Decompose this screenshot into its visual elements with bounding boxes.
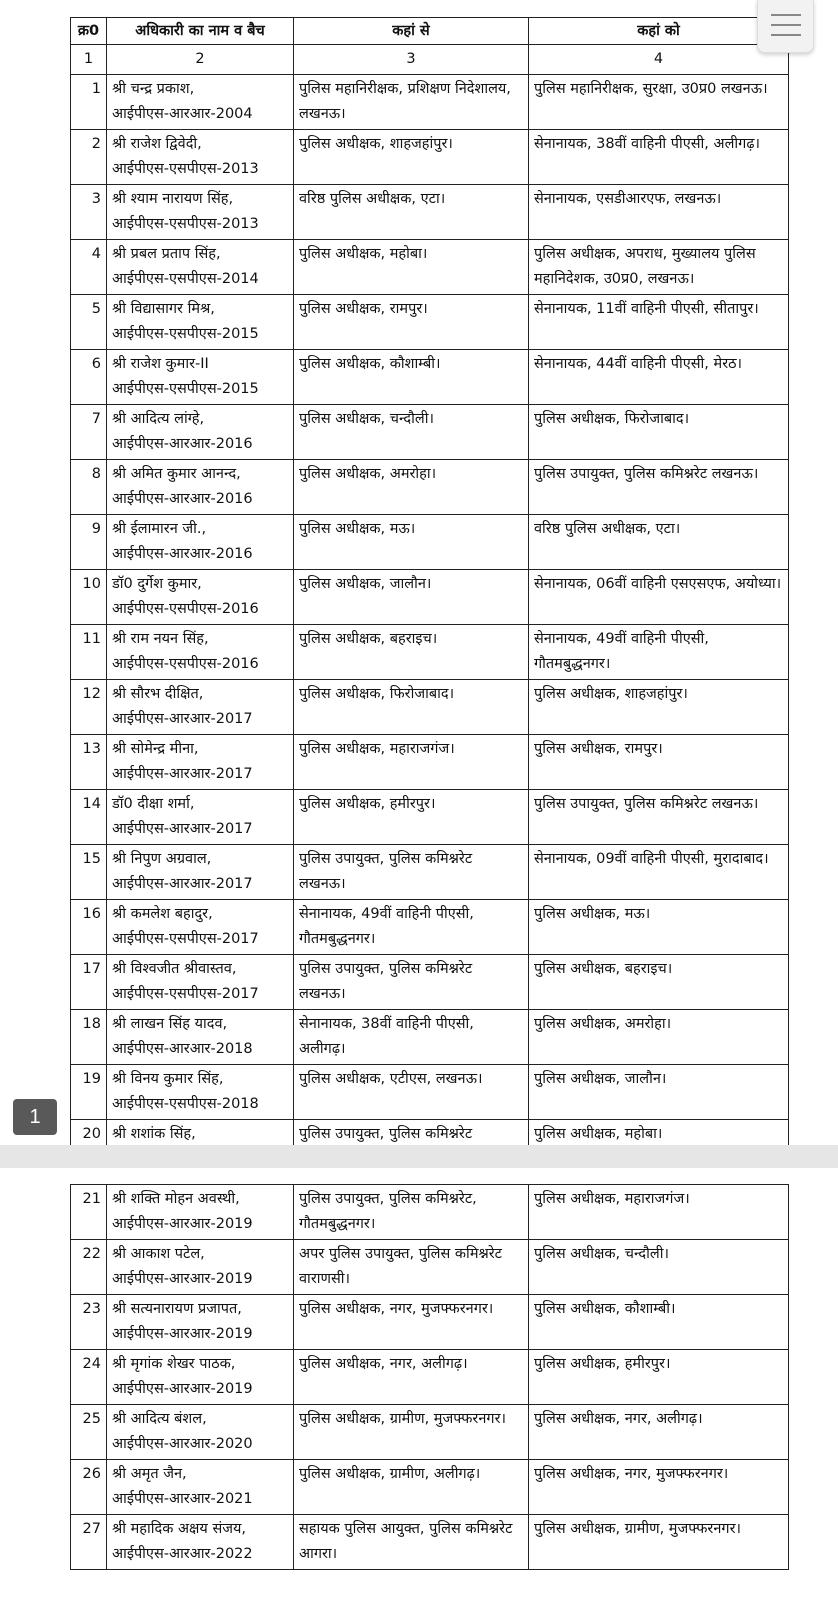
officer-name-batch-cell	[107, 1460, 294, 1515]
serial-number: 21	[71, 1185, 107, 1240]
officer-name: श्री आकाश पटेल,	[112, 1246, 205, 1262]
officer-name: श्री मृगांक शेखर पाठक,	[112, 1356, 236, 1372]
from-posting: पुलिस अधीक्षक, नगर, अलीगढ़।	[294, 1350, 529, 1405]
table-row	[71, 515, 789, 570]
serial-number: 2	[71, 130, 107, 185]
table-row	[71, 295, 789, 350]
table-row	[71, 460, 789, 515]
officer-name-batch-cell	[107, 185, 294, 240]
table-row	[71, 75, 789, 130]
to-posting: पुलिस अधीक्षक, ग्रामीण, मुजफ्फरनगर।	[529, 1515, 789, 1570]
from-posting: पुलिस अधीक्षक, बहराइच।	[294, 625, 529, 680]
table-row	[71, 405, 789, 460]
page-separator	[0, 1145, 838, 1168]
column-number-row	[71, 45, 789, 75]
header-officer-name-batch: अधिकारी का नाम व बैच	[107, 18, 294, 45]
from-posting: सेनानायक, 49वीं वाहिनी पीएसी, गौतमबुद्धनगर।	[294, 900, 529, 955]
officer-batch: आईपीएस-आरआर-2017	[112, 766, 253, 782]
from-posting: पुलिस अधीक्षक, महोबा।	[294, 240, 529, 295]
serial-number: 11	[71, 625, 107, 680]
officer-batch: आईपीएस-एसपीएस-2015	[112, 326, 259, 342]
officer-name-batch-cell	[107, 570, 294, 625]
officer-name: श्री विनय कुमार सिंह,	[112, 1071, 224, 1087]
to-posting: पुलिस अधीक्षक, हमीरपुर।	[529, 1350, 789, 1405]
officer-batch: आईपीएस-एसपीएस-2018	[112, 1096, 259, 1112]
officer-name: श्री ईलामारन जी.,	[112, 521, 207, 537]
officer-batch: आईपीएस-एसपीएस-2016	[112, 656, 259, 672]
officer-name: श्री प्रबल प्रताप सिंह,	[112, 246, 221, 262]
officer-name-batch-cell	[107, 1405, 294, 1460]
officer-batch: आईपीएस-एसपीएस-2017	[112, 931, 259, 947]
to-posting: सेनानायक, 49वीं वाहिनी पीएसी, गौतमबुद्धनगर।	[529, 625, 789, 680]
to-posting: पुलिस महानिरीक्षक, सुरक्षा, उ0प्र0 लखनऊ।	[529, 75, 789, 130]
officer-name-batch-cell	[107, 1240, 294, 1295]
serial-number: 17	[71, 955, 107, 1010]
officer-name: श्री सत्यनारायण प्रजापत,	[112, 1301, 242, 1317]
table-row	[71, 735, 789, 790]
table-row	[71, 350, 789, 405]
serial-number: 18	[71, 1010, 107, 1065]
transfer-table-page-1	[70, 17, 789, 1248]
table-row	[71, 1185, 789, 1240]
officer-name-batch-cell	[107, 240, 294, 295]
table-row	[71, 900, 789, 955]
to-posting: सेनानायक, 06वीं वाहिनी एसएसएफ, अयोध्या।	[529, 570, 789, 625]
serial-number: 4	[71, 240, 107, 295]
officer-name-batch-cell	[107, 955, 294, 1010]
officer-name-batch-cell	[107, 1065, 294, 1120]
table-row	[71, 570, 789, 625]
from-posting: पुलिस अधीक्षक, हमीरपुर।	[294, 790, 529, 845]
serial-number: 8	[71, 460, 107, 515]
officer-name: श्री राम नयन सिंह,	[112, 631, 209, 647]
officer-name: श्री निपुण अग्रवाल,	[112, 851, 212, 867]
table-row	[71, 1010, 789, 1065]
table-row	[71, 1240, 789, 1295]
serial-number: 10	[71, 570, 107, 625]
serial-number: 16	[71, 900, 107, 955]
officer-name: श्री श्याम नारायण सिंह,	[112, 191, 234, 207]
document-page-2	[0, 1168, 838, 1599]
officer-name-batch-cell	[107, 295, 294, 350]
serial-number: 12	[71, 680, 107, 735]
table-row	[71, 130, 789, 185]
officer-name: डॉ0 दीक्षा शर्मा,	[112, 796, 195, 812]
to-posting: पुलिस उपायुक्त, पुलिस कमिश्नरेट लखनऊ।	[529, 460, 789, 515]
table-row	[71, 240, 789, 295]
from-posting: पुलिस उपायुक्त, पुलिस कमिश्नरेट, गौतमबुद्धनगर।	[294, 1185, 529, 1240]
header-from: कहां से	[294, 18, 529, 45]
to-posting: पुलिस अधीक्षक, फिरोजाबाद।	[529, 405, 789, 460]
officer-batch: आईपीएस-आरआर-2019	[112, 1216, 253, 1232]
officer-name: श्री लाखन सिंह यादव,	[112, 1016, 228, 1032]
from-posting: पुलिस अधीक्षक, ग्रामीण, मुजफ्फरनगर।	[294, 1405, 529, 1460]
officer-batch: आईपीएस-आरआर-2017	[112, 821, 253, 837]
table-row	[71, 1405, 789, 1460]
transfer-table-page-2	[70, 1184, 789, 1570]
table-row	[71, 790, 789, 845]
serial-number: 22	[71, 1240, 107, 1295]
officer-name: श्री राजेश द्विवेदी,	[112, 136, 202, 152]
officer-name-batch-cell	[107, 1350, 294, 1405]
to-posting: पुलिस अधीक्षक, नगर, अलीगढ़।	[529, 1405, 789, 1460]
officer-batch: आईपीएस-आरआर-2019	[112, 1271, 253, 1287]
officer-batch: आईपीएस-एसपीएस-2014	[112, 271, 259, 287]
to-posting: पुलिस अधीक्षक, महोबा।	[529, 1120, 789, 1175]
officer-batch: आईपीएस-आरआर-2018	[112, 1041, 253, 1057]
column-number: 4	[529, 45, 789, 75]
table-row	[71, 1515, 789, 1570]
serial-number: 27	[71, 1515, 107, 1570]
officer-name-batch-cell	[107, 515, 294, 570]
to-posting: पुलिस अधीक्षक, अपराध, मुख्यालय पुलिस महानिदेशक, उ0प्र0, लखनऊ।	[529, 240, 789, 295]
from-posting: पुलिस अधीक्षक, फिरोजाबाद।	[294, 680, 529, 735]
to-posting: पुलिस उपायुक्त, पुलिस कमिश्नरेट लखनऊ।	[529, 790, 789, 845]
serial-number: 20	[71, 1120, 107, 1175]
hamburger-menu-icon	[771, 24, 801, 26]
from-posting: पुलिस अधीक्षक, शाहजहांपुर।	[294, 130, 529, 185]
table-row	[71, 1460, 789, 1515]
table-row	[71, 680, 789, 735]
officer-batch: आईपीएस-आरआर-2016	[112, 546, 253, 562]
table-header-row	[71, 18, 789, 45]
officer-name-batch-cell	[107, 460, 294, 515]
serial-number: 3	[71, 185, 107, 240]
officer-name-batch-cell	[107, 1010, 294, 1065]
page-number-badge: 1	[13, 1099, 57, 1135]
officer-batch: आईपीएस-आरआर-2016	[112, 491, 253, 507]
serial-number: 23	[71, 1295, 107, 1350]
officer-name: श्री महादिक अक्षय संजय,	[112, 1521, 247, 1537]
officer-batch: आईपीएस-आरआर-2021	[112, 1491, 253, 1507]
from-posting: वरिष्ठ पुलिस अधीक्षक, एटा।	[294, 185, 529, 240]
table-row	[71, 1065, 789, 1120]
to-posting: सेनानायक, एसडीआरएफ, लखनऊ।	[529, 185, 789, 240]
to-posting: पुलिस अधीक्षक, रामपुर।	[529, 735, 789, 790]
header-to: कहां को	[529, 18, 789, 45]
officer-name: श्री विद्यासागर मिश्र,	[112, 301, 215, 317]
serial-number: 6	[71, 350, 107, 405]
to-posting: पुलिस अधीक्षक, महाराजगंज।	[529, 1185, 789, 1240]
serial-number: 1	[71, 75, 107, 130]
from-posting: पुलिस उपायुक्त, पुलिस कमिश्नरेट लखनऊ।	[294, 845, 529, 900]
from-posting: पुलिस अधीक्षक, मऊ।	[294, 515, 529, 570]
officer-batch: आईपीएस-आरआर-2022	[112, 1546, 253, 1562]
hamburger-menu-icon	[771, 34, 801, 36]
to-posting: पुलिस अधीक्षक, जालौन।	[529, 1065, 789, 1120]
from-posting: सेनानायक, 38वीं वाहिनी पीएसी, अलीगढ़।	[294, 1010, 529, 1065]
officer-name: श्री कमलेश बहादुर,	[112, 906, 213, 922]
from-posting: पुलिस महानिरीक्षक, प्रशिक्षण निदेशालय, लखनऊ।	[294, 75, 529, 130]
to-posting: सेनानायक, 38वीं वाहिनी पीएसी, अलीगढ़।	[529, 130, 789, 185]
serial-number: 24	[71, 1350, 107, 1405]
serial-number: 9	[71, 515, 107, 570]
officer-name: श्री राजेश कुमार-II	[112, 356, 209, 372]
officer-batch: आईपीएस-एसपीएस-2016	[112, 601, 259, 617]
officer-batch: आईपीएस-आरआर-2016	[112, 436, 253, 452]
serial-number: 26	[71, 1460, 107, 1515]
to-posting: पुलिस अधीक्षक, अमरोहा।	[529, 1010, 789, 1065]
officer-batch: आईपीएस-आरआर-2019	[112, 1381, 253, 1397]
table-row	[71, 1295, 789, 1350]
officer-name-batch-cell	[107, 735, 294, 790]
from-posting: पुलिस अधीक्षक, महाराजगंज।	[294, 735, 529, 790]
from-posting: पुलिस उपायुक्त, पुलिस कमिश्नरेट	[294, 1120, 529, 1175]
officer-name-batch-cell	[107, 130, 294, 185]
serial-number: 14	[71, 790, 107, 845]
officer-name: श्री आदित्य लांग्हे,	[112, 411, 205, 427]
table-row	[71, 625, 789, 680]
serial-number: 5	[71, 295, 107, 350]
to-posting: पुलिस अधीक्षक, मऊ।	[529, 900, 789, 955]
officer-name: श्री अमृत जैन,	[112, 1466, 187, 1482]
table-row	[71, 1350, 789, 1405]
officer-name: डॉ0 दुर्गेश कुमार,	[112, 576, 202, 592]
officer-batch: आईपीएस-एसपीएस-2017	[112, 986, 259, 1002]
column-number: 2	[107, 45, 294, 75]
table-row	[71, 955, 789, 1010]
to-posting: वरिष्ठ पुलिस अधीक्षक, एटा।	[529, 515, 789, 570]
officer-name: श्री सोमेन्द्र मीना,	[112, 741, 199, 757]
from-posting: पुलिस अधीक्षक, चन्दौली।	[294, 405, 529, 460]
from-posting: पुलिस अधीक्षक, जालौन।	[294, 570, 529, 625]
officer-name-batch-cell	[107, 900, 294, 955]
from-posting: पुलिस अधीक्षक, रामपुर।	[294, 295, 529, 350]
officer-name-batch-cell	[107, 1515, 294, 1570]
officer-batch: आईपीएस-एसपीएस-2013	[112, 216, 259, 232]
officer-name-batch-cell	[107, 845, 294, 900]
officer-name: श्री आदित्य बंशल,	[112, 1411, 207, 1427]
officer-batch: आईपीएस-आरआर-2004	[112, 106, 253, 122]
officer-batch: आईपीएस-आरआर-2017	[112, 711, 253, 727]
officer-name-batch-cell	[107, 1185, 294, 1240]
officer-batch: आईपीएस-एसपीएस-2013	[112, 161, 259, 177]
serial-number: 7	[71, 405, 107, 460]
serial-number: 25	[71, 1405, 107, 1460]
serial-number: 15	[71, 845, 107, 900]
officer-name-batch-cell	[107, 350, 294, 405]
serial-number: 19	[71, 1065, 107, 1120]
officer-name-batch-cell	[107, 405, 294, 460]
from-posting: पुलिस उपायुक्त, पुलिस कमिश्नरेट लखनऊ।	[294, 955, 529, 1010]
from-posting: सहायक पुलिस आयुक्त, पुलिस कमिश्नरेट आगरा।	[294, 1515, 529, 1570]
officer-name: श्री विश्वजीत श्रीवास्तव,	[112, 961, 237, 977]
column-number: 1	[71, 45, 107, 75]
officer-name-batch-cell	[107, 75, 294, 130]
officer-name: श्री सौरभ दीक्षित,	[112, 686, 204, 702]
to-posting: पुलिस अधीक्षक, चन्दौली।	[529, 1240, 789, 1295]
officer-name: श्री अमित कुमार आनन्द,	[112, 466, 241, 482]
column-number: 3	[294, 45, 529, 75]
officer-batch: आईपीएस-आरआर-2019	[112, 1326, 253, 1342]
officer-name: श्री शशांक सिंह,	[112, 1126, 196, 1142]
to-posting: पुलिस अधीक्षक, कौशाम्बी।	[529, 1295, 789, 1350]
to-posting: सेनानायक, 11वीं वाहिनी पीएसी, सीतापुर।	[529, 295, 789, 350]
table-row	[71, 185, 789, 240]
officer-batch: आईपीएस-आरआर-2020	[112, 1436, 253, 1452]
to-posting: पुलिस अधीक्षक, शाहजहांपुर।	[529, 680, 789, 735]
to-posting: पुलिस अधीक्षक, बहराइच।	[529, 955, 789, 1010]
to-posting: पुलिस अधीक्षक, नगर, मुजफ्फरनगर।	[529, 1460, 789, 1515]
officer-name: श्री चन्द्र प्रकाश,	[112, 81, 195, 97]
from-posting: पुलिस अधीक्षक, नगर, मुजफ्फरनगर।	[294, 1295, 529, 1350]
officer-batch: आईपीएस-आरआर-2017	[112, 876, 253, 892]
to-posting: सेनानायक, 09वीं वाहिनी पीएसी, मुरादाबाद।	[529, 845, 789, 900]
from-posting: पुलिस अधीक्षक, एटीएस, लखनऊ।	[294, 1065, 529, 1120]
officer-name: श्री शक्ति मोहन अवस्थी,	[112, 1191, 240, 1207]
officer-batch: आईपीएस-एसपीएस-2015	[112, 381, 259, 397]
from-posting: पुलिस अधीक्षक, अमरोहा।	[294, 460, 529, 515]
officer-name-batch-cell	[107, 790, 294, 845]
header-serial: क्र0	[71, 18, 107, 45]
menu-button[interactable]	[757, 0, 814, 53]
table-row	[71, 845, 789, 900]
to-posting: सेनानायक, 44वीं वाहिनी पीएसी, मेरठ।	[529, 350, 789, 405]
from-posting: पुलिस अधीक्षक, ग्रामीण, अलीगढ़।	[294, 1460, 529, 1515]
officer-name-batch-cell	[107, 1295, 294, 1350]
from-posting: पुलिस अधीक्षक, कौशाम्बी।	[294, 350, 529, 405]
hamburger-menu-icon	[771, 14, 801, 16]
from-posting: अपर पुलिस उपायुक्त, पुलिस कमिश्नरेट वाराणसी।	[294, 1240, 529, 1295]
serial-number: 13	[71, 735, 107, 790]
officer-name-batch-cell	[107, 680, 294, 735]
officer-name-batch-cell	[107, 625, 294, 680]
